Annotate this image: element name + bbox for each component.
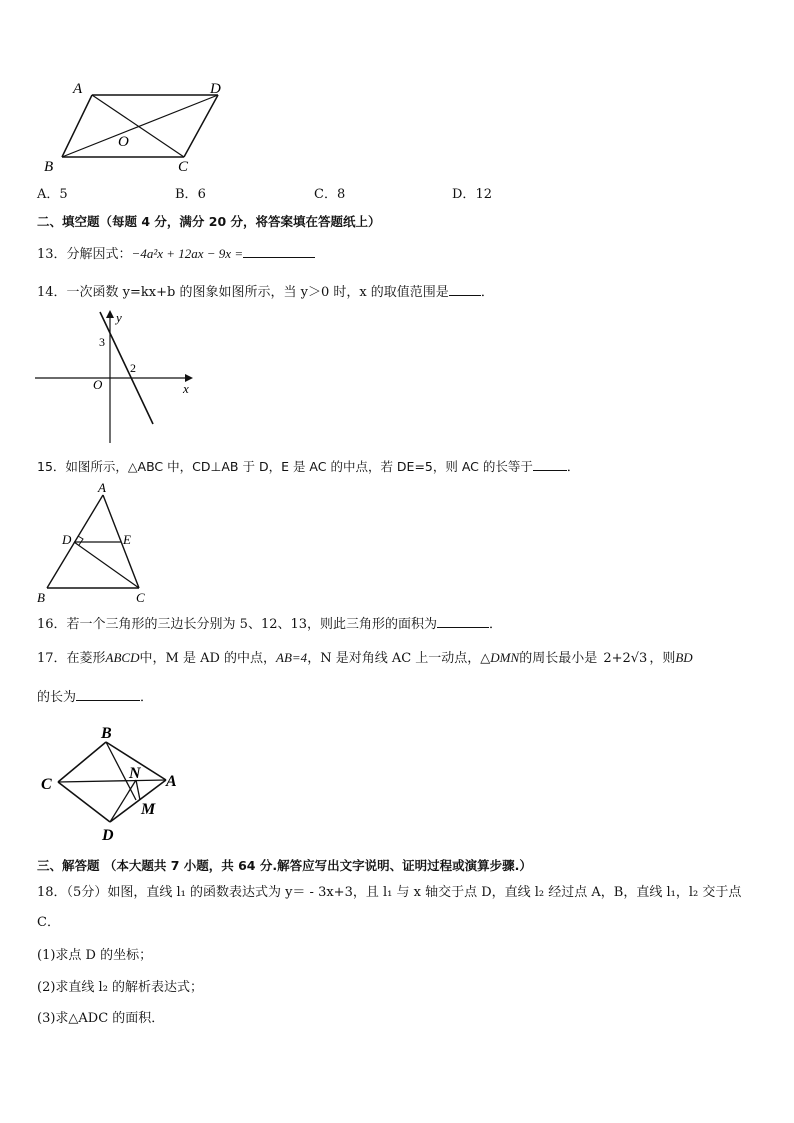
q17-value: 2+2√3 — [603, 651, 648, 666]
option-d-value: 12 — [475, 187, 492, 202]
q17-part-a: 17．在菱形 — [37, 651, 106, 666]
q14-answer-blank[interactable] — [449, 283, 481, 296]
question-14 — [37, 283, 494, 301]
q13-prefix: 13．分解因式： — [37, 247, 132, 262]
fig14-label-3: 3 — [99, 335, 105, 349]
q17-answer-blank[interactable] — [76, 688, 140, 701]
fig15-label-d: D — [62, 532, 72, 547]
fig17-label-a: A — [166, 773, 177, 790]
option-c — [314, 187, 345, 203]
question-17-line2 — [37, 688, 153, 706]
fig17-label-b: B — [101, 725, 112, 742]
q16-end: ． — [489, 617, 503, 632]
q17-abcd: ABCD — [105, 650, 140, 665]
fig17-label-m: M — [141, 801, 156, 818]
option-d — [452, 187, 492, 203]
fig17-label-c: C — [41, 776, 52, 793]
q18-sub3: (3)求△ADC 的面积． — [37, 1011, 165, 1026]
q15-text: 15．如图所示，△ABC 中，CD⊥AB 于 D，E 是 AC 的中点，若 DE=5，则 AC 的长等于 — [37, 459, 533, 474]
q17-part-b: 中，M 是 AD 的中点， — [139, 651, 277, 666]
rhombus-figure — [40, 722, 190, 847]
parallelogram-figure — [40, 75, 240, 180]
q18-line1: 18．（5分）如图，直线 l₁ 的函数表达式为 y＝ - 3x+3，且 l₁ 与 x 轴交于点 D，直线 l₂ 经过点 A，B，直线 l₁，l₂ 交于点 — [37, 885, 742, 900]
option-c-letter: C． — [314, 187, 337, 202]
q15-answer-blank[interactable] — [533, 458, 567, 471]
triangle-figure — [35, 480, 165, 605]
question-15 — [37, 458, 579, 475]
q18-line2: C． — [37, 915, 60, 930]
q13-answer-blank[interactable] — [243, 245, 315, 258]
q14-end: ． — [480, 285, 494, 300]
q16-answer-blank[interactable] — [437, 615, 489, 628]
fig17-label-d: D — [102, 827, 114, 844]
option-a — [37, 187, 68, 203]
q17-ab4: AB=4 — [276, 650, 308, 665]
fig12-label-d: D — [210, 81, 221, 97]
fig12-label-b: B — [44, 159, 54, 175]
q18-sub2: (2)求直线 l₂ 的解析表达式； — [37, 980, 204, 995]
q14-text: 14．一次函数 y=kx+b 的图象如图所示，当 y＞0 时，x 的取值范围是 — [37, 285, 449, 300]
option-b — [175, 187, 206, 203]
fig17-label-n: N — [129, 765, 141, 782]
linear-function-figure — [35, 308, 200, 448]
fig15-label-a: A — [98, 480, 106, 495]
option-c-value: 8 — [336, 187, 346, 202]
fig12-label-o: O — [118, 134, 129, 150]
fig14-label-x: x — [183, 381, 189, 396]
fig12-label-a: A — [73, 81, 83, 97]
q17-part-d: 的周长最小是 — [519, 651, 598, 666]
fig14-label-2: 2 — [130, 361, 136, 375]
option-b-letter: B． — [175, 187, 198, 202]
q18-sub1: (1)求点 D 的坐标； — [37, 948, 153, 963]
q17-part-e: ，则 — [649, 651, 676, 666]
option-d-letter: D． — [452, 187, 476, 202]
fig15-label-e: E — [123, 532, 131, 547]
q15-end: ． — [566, 459, 580, 474]
question-13 — [37, 245, 315, 263]
fig15-label-c: C — [136, 590, 145, 605]
fig12-label-c: C — [178, 159, 189, 175]
fig14-label-o: O — [93, 377, 103, 392]
fig15-label-b: B — [37, 590, 45, 605]
q17-bd: BD — [675, 650, 693, 665]
q17-dmn: DMN — [490, 650, 520, 665]
fig14-label-y: y — [116, 310, 122, 325]
option-a-value: 5 — [59, 187, 68, 202]
option-b-value: 6 — [197, 187, 206, 202]
q16-text: 16．若一个三角形的三边长分别为 5、12、13，则此三角形的面积为 — [37, 617, 438, 632]
q17-line2: 的长为 — [37, 690, 77, 705]
q17-part-c: ，N 是对角线 AC 上一动点，△ — [307, 651, 491, 666]
section2-heading: 二、填空题（每题 4 分，满分 20 分，将答案填在答题纸上） — [37, 214, 381, 229]
section3-heading: 三、解答题 （本大题共 7 小题，共 64 分.解答应写出文字说明、证明过程或演算步骤.） — [37, 858, 532, 873]
q13-expression: −4a²x + 12ax − 9x = — [131, 246, 244, 261]
question-17-line1 — [37, 650, 693, 667]
q17-end: ． — [140, 690, 154, 705]
option-a-letter: A． — [37, 187, 60, 202]
question-16 — [37, 615, 502, 633]
